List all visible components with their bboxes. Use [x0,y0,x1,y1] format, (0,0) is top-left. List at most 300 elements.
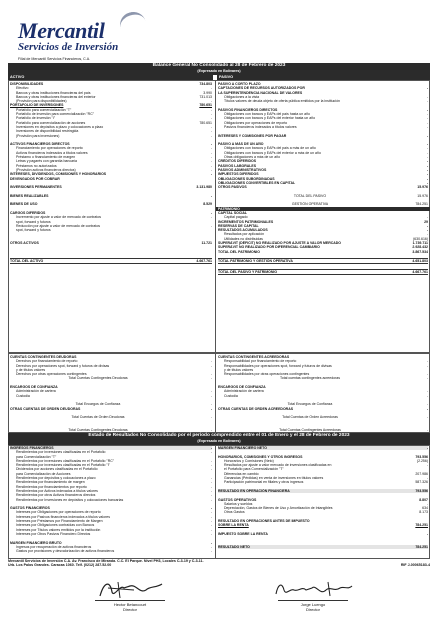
pasivo-row-value: - [426,133,428,138]
pasivo-row-value: - [426,146,428,151]
activo-row-label: DEVENGADOS POR COBRAR [10,176,60,181]
activo-row-label: (Provisión para inversiones) [16,133,60,138]
pasivo-row-label: RESULTADOS ACUMULADOS [218,228,268,233]
results-right-row-label: RESULTADO EN OPERACIÓN FINANCIERA [218,488,290,493]
orders-deudoras-row-label: Derechos por operaciones spot, forward y futuros de divisas [16,363,110,368]
results-right-row-value: 587.326 [415,480,428,485]
activo-row-value: - [210,155,212,160]
pasivo-row-label: Obligaciones por operaciones de reporto [224,120,288,125]
results-right-row-label: Diferencias en cambio [224,471,259,476]
orders-acreedoras-row-label: y de títulos valores [224,367,254,372]
results-left-row-value: - [210,527,212,532]
activo-row-value: 780.651 [199,120,212,125]
results-left-row [10,549,212,553]
activo-row-label: spot, forward y futuros [16,219,51,224]
results-right-row-label: SOBRE LA RENTA [218,523,249,528]
pasivo-row-label: PASIVOS FINANCIEROS DIRECTOS [218,107,278,112]
activo-row-value: - [210,193,212,198]
orders-deudoras-row-label: Total Cuentas de Orden Deudoras [71,415,125,420]
activo-row-value: - [210,159,212,164]
results-right-row [218,545,428,549]
orders-deudoras-row-value: - [210,393,212,398]
pasivo-row-label: CRÉDITOS DIFERIDOS [218,159,257,164]
activo-row-value: 11.721 [201,240,212,245]
results-right-row-label: MARGEN FINANCIERO NETO [218,446,267,450]
results-right-row-label: GASTOS OPERATIVOS [218,497,257,502]
results-right-row-value: (2.256) [416,458,428,463]
orders-deudoras-row-label: CUENTAS CONTINGENTES DEUDORAS [10,355,77,359]
results-left-row-label: para Comercialización "T" [16,454,57,459]
results-right-row-label: Ganancias (Pérdidas) en venta de inversiones en títulos valores [224,476,324,481]
results-left-row-label: Rendimientos por financiamiento de margen [16,480,85,485]
results-left-row-label: Rendimientos por Inversiones en depósitos y colocaciones bancarias [16,497,124,502]
activo-column [10,82,212,264]
pasivo-row-value: 4.651.803 [412,259,428,264]
activo-row-value: - [210,215,212,220]
orders-deudoras-row-value: - [210,389,212,394]
orders-acreedoras-row-label: Total Cuentas Contingentes Acreedoras [279,428,341,433]
results-left-row-label: Gastos por provisiones y desvalorización de activos financieros [16,549,115,554]
activo-row-label: Inversiones en depósitos a plazo y colocaciones a plazo [16,124,104,129]
results-left-row-label: Ingresos por recuperación de activos financieros [16,544,92,549]
activo-row-value: 8.529 [203,202,212,207]
brand-name: Mercantil [18,18,105,43]
pasivo-row-label: GESTIÓN OPERATIVA [291,202,329,207]
results-left-row-value: - [210,506,212,511]
orders-acreedoras-row-label: Administración de cartera [224,389,264,394]
activo-row-value: - [210,172,212,177]
activo-row-label: INTERESES, DIVIDENDOS, COMISIONES Y HONORARIOS [10,172,107,177]
results-left-row-label: Rendimientos por otros Activos financieros directos [16,493,96,498]
orders-acreedoras-row-label: Responsabilidades por otras operaciones contingentes [224,372,310,377]
pasivo-row-value: 15.976 [417,185,428,190]
activo-row-value: 734.803 [199,82,212,86]
orders-acreedoras-row-value: - [426,359,428,364]
pasivo-section-header: PATRIMONIO [216,207,430,211]
signature-block-1 [80,578,180,612]
results-right-row-label: RESULTADO NETO [218,544,250,549]
orders-deudoras-row-label: y de títulos valores [16,367,46,372]
results-left-row-label: para Comercialización de Acciones [16,471,71,476]
orders-deudoras-row-value: - [210,402,212,407]
pasivo-row-value: - [426,180,428,185]
results-left-row-value: - [210,531,212,536]
results-left-row-value: - [210,523,212,528]
activo-row-label: PORTAFOLIO DE INVERSIONES [10,103,64,108]
results-right-row-value: - [426,531,428,536]
activo-row-value: - [210,124,212,129]
results-right-row-label: RESULTADO EN OPERACIONES ANTES DE IMPUESTO [218,519,310,524]
orders-acreedoras-row-label: OTRAS CUENTAS DE ORDEN ACREEDORAS [218,406,294,411]
pasivo-row-label: TOTAL DEL PASIVO Y PATRIMONIO [218,269,278,274]
activo-row [10,258,212,264]
pasivo-row-value: (630.616) [413,236,428,241]
pasivo-row-value: - [426,215,428,220]
activo-row-value: - [210,133,212,138]
orders-acreedoras-row-label: Total Cuentas de Orden Acreedoras [282,415,338,420]
pasivo-row-label: RESERVAS DE CAPITAL [218,223,259,228]
balance-divider [215,80,216,353]
activo-row-label: INVERSIONES PERMANENTES [10,185,62,190]
orders-deudoras-row-label: Administración de cartera [16,389,56,394]
pasivo-row-label: Obligaciones con bancos y EAPs del exterior a más de un año [224,150,321,155]
signature-2-scribble [268,578,358,600]
pasivo-row-value [402,264,428,268]
balance-title: Balance General No Consolidado al 28 de Febrero de 2023 [152,63,286,68]
results-title-bar [8,433,430,445]
results-right-row-label: Salarios y sueldos [224,501,253,506]
results-left-row-label: Intereses por Títulos valores emitidos por la institución [16,527,101,532]
results-left-row-value: - [210,544,212,549]
orders-acreedoras-row-value: - [426,376,428,381]
footer-line-1: Mercantil Servicios de Inversión C.A. Av. Francisco de Miranda. C.C. El Parque. Nivel PH3, Locales C-3-19 y C-3-11. [8,559,204,563]
orders-deudoras-row-label: Custodia [16,393,30,398]
results-right-row-value: - [426,463,428,468]
activo-row-value: - [210,107,212,112]
results-left-row-value: - [210,493,212,498]
results-title: Estado de Resultados No Consolidado por el período comprendido entre el 01 de Enero y el 28 de Febrero de 2023 [88,433,350,438]
brand-subtitle: Servicios de Inversión [18,41,119,53]
activo-row-value [186,254,212,258]
activo-header: ACTIVO [8,75,213,80]
orders-deudoras-column [10,355,212,432]
pasivo-row-value: - [426,159,428,164]
filial-text: Filial de Mercantil Servicios Financieros, C.A. [18,57,91,61]
activo-row-label: BIENES DE USO [10,202,38,207]
results-right-row-label: Participación patrimonial en filiales y otros ingresos [224,480,304,485]
activo-row-value: - [210,223,212,228]
pasivo-row-label: Resultados por aplicación [224,232,265,237]
pasivo-row-value: - [426,155,428,160]
results-right-row-label: Depreciación, Gastos de Bienes de Uso y Amortización de Intangibles [224,506,333,511]
orders-acreedoras-row-value: - [426,402,428,407]
pasivo-row-label: CAPITAL SOCIAL [218,210,248,215]
results-left-row-value: - [210,446,212,450]
orders-deudoras-row-label: Total Cuentas Contingentes Deudoras [68,376,128,381]
orders-deudoras-row-value: - [210,406,212,411]
results-left-row-value: - [210,488,212,493]
results-right-row-value: 793.556 [415,454,428,459]
results-left-row-value: - [210,450,212,455]
results-left-row-label: INGRESOS FINANCIEROS [10,446,54,450]
pasivo-row-value: - [426,150,428,155]
orders-acreedoras-row-label: Total Encargos de Confianza [287,402,333,407]
pasivo-row-value: - [426,94,428,99]
results-right-row-label: el Portafolio para Comercialización "T" [224,467,284,472]
results-right-row-label: Otros Gastos [224,510,245,515]
activo-row-label: (Provisión activos financieros directos) [16,167,76,172]
orders-acreedoras-row-value: - [426,406,428,411]
results-left-row-value: - [210,458,212,463]
activo-row-value: - [210,86,212,91]
activo-row-value: 731.013 [199,94,212,99]
orders-acreedoras-row-label: Responsabilidades por operaciones spot, forward y futuros de divisas [224,363,332,368]
activo-row-label: Bancos y otras instituciones financieras del exterior [16,94,96,99]
results-left-row-label: Rendimientos por financiamientos por reporto [16,484,87,489]
orders-acreedoras-row-label: ENCARGOS DE CONFIANZA [218,385,266,390]
pasivo-row-value: - [426,228,428,233]
results-left-row-value: - [210,480,212,485]
activo-row-label: spot, forward y futuros [16,228,51,233]
results-left-row-value: - [210,463,212,468]
orders-acreedoras-column [218,355,428,432]
orders-deudoras-row-value: - [210,415,212,420]
pasivo-row-value [402,254,428,258]
activo-row-value: - [210,150,212,155]
pasivo-row-label: Obligaciones a la vista [224,94,260,99]
pasivo-row-label: Obligaciones con bancos y EAPs del exterior hasta un año [224,116,316,121]
results-left-row-value: - [210,549,212,554]
pasivo-row [218,264,428,268]
results-left-row-label: Intereses por Pasivos financieros indexados a títulos valores [16,514,110,519]
orders-acreedoras-row-value: - [426,393,428,398]
activo-row-value: - [210,129,212,134]
pasivo-row-label: INTERESES Y COMISIONES POR PAGAR [218,133,287,138]
pasivo-row-label: CAPTACIONES DE RECURSOS AUTORIZADOS POR [218,86,305,91]
pasivo-row-value: - [426,172,428,177]
orders-deudoras-row-label: Derechos por otras operaciones contingentes [16,372,87,377]
activo-row-value: - [210,167,212,172]
results-left-row-label: MARGEN FINANCIERO BRUTO [10,540,62,545]
company-logo [18,18,118,53]
pasivo-row-label: SUPERÁVIT (DÉFICIT) NO REALIZADO POR AJUSTE A VALOR MERCADO [218,240,342,245]
pasivo-row-value: 784.251 [415,202,428,207]
results-right-row-value: 793.556 [415,488,428,493]
orders-deudoras-row-label: Derechos por financiamiento de reporto [16,359,78,364]
pasivo-row-label: LA SUPERINTENDENCIA NACIONAL DE VALORES [218,90,303,95]
activo-row-value: - [210,210,212,215]
activo-row-value: - [210,116,212,121]
orders-deudoras-row-label: OTRAS CUENTAS DE ORDEN DEUDORAS [10,406,81,411]
pasivo-row-value: 29 [424,219,428,224]
activo-row-label: ACTIVOS FINANCIEROS DIRECTOS [10,142,70,147]
activo-row-value: - [210,142,212,147]
results-left-row-value: - [210,514,212,519]
orders-acreedoras-row-label: CUENTAS CONTINGENTES ACREEDORAS [218,355,290,359]
results-left-row-label: Intereses por Otros Pasivos Financiero Directos [16,531,91,536]
results-right-row-label: Resultados por ajuste a valor mercado de inversiones clasificadas en [224,463,332,468]
pasivo-row-label [218,264,402,268]
results-left-column [10,446,212,553]
activo-row-label: Activos financieros indexados a títulos valores [16,150,88,155]
balance-title-bar [8,63,430,75]
orders-deudoras-row-label: Total Encargos de Confianza [75,402,121,407]
results-left-row-value: - [210,497,212,502]
pasivo-row-label: PASIVO A MÁS DE UN AÑO [218,142,264,147]
results-left-row-value: - [210,510,212,515]
orders-deudoras-row-value: - [210,376,212,381]
activo-row-value: 780.651 [199,103,212,108]
results-right-row-value: 784.251 [415,544,428,549]
activo-row-label: TOTAL DEL ACTIVO [10,259,44,264]
orders-deudoras-row-value: - [210,428,212,433]
pasivo-row-value: - [426,163,428,168]
pasivo-row-value: 1.739.711 [412,240,428,245]
activo-row-label: Portafolio de inversión "I" [16,116,56,121]
activo-row-label: Efectivo [16,86,29,91]
pasivo-row-value: - [426,142,428,147]
pasivo-row-label: Títulos valores de deuda objeto de oferta pública emitidos por la institución [224,99,340,104]
activo-row-label [10,254,186,258]
rif-number: RIF J-00065183-4 [400,563,430,567]
orders-acreedoras-row-value: - [426,372,428,377]
results-right-row-value: 207.986 [415,471,428,476]
results-left-row-value: - [210,484,212,489]
pasivo-row-label: Utilidades no distribuidas [224,236,263,241]
results-left-row-value: - [210,519,212,524]
pasivo-row-label: OBLIGACIONES SUBORDINADAS [218,176,275,181]
results-left-row-label: Rendimientos por inversiones clasificadas en el Portafolio "RC" [16,458,115,463]
signature-block-2 [258,578,368,612]
results-right-row-value: 634 [422,506,428,511]
results-right-row-value: - [426,446,428,450]
results-left-row-value: - [210,467,212,472]
pasivo-row-label: TOTAL DEL PATRIMONIO [218,249,260,254]
orders-acreedoras-row [218,428,428,432]
results-left-row-value: - [210,540,212,545]
results-left-row-label: Intereses por Obligaciones contraídas con Bancos [16,523,95,528]
activo-row-value: - [210,99,212,104]
results-left-row-label: Intereses por Préstamos por Financiamiento de Margen [16,519,103,524]
orders-deudoras-row-value: - [210,363,212,368]
pasivo-row-value: - [426,120,428,125]
pasivo-row-label: Otras obligaciones a más de un año [224,155,281,160]
activo-row-label: Portafolio para comercialización "T" [16,107,72,112]
balance-subtitle: (Expresado en Bolívares) [197,68,241,73]
results-left-row-label: Rendimientos por inversiones clasificadas en el Portafolio "I" [16,463,110,468]
pasivo-row-label [218,254,402,258]
results-right-row-label: Honorarios y Comisiones (Neto) [224,458,274,463]
signature-1-name: Hector Betancourt [113,602,147,607]
orders-acreedoras-row-label: Responsabilidad por financiamiento de reporto [224,359,297,364]
orders-acreedoras-row-label: Total cuentas contingentes acreedoras [280,376,340,381]
activo-row-label: Bancos y otras instituciones financieras del país [16,90,91,95]
results-right-row-value: 8.807 [419,497,428,502]
pasivo-header: PASIVO [217,75,430,80]
pasivo-row [218,254,428,258]
results-left-row-label: Dividendos por acciones clasificadas en el Portafolio [16,467,98,472]
pasivo-row-label: PASIVO A CORTO PLAZO [218,82,261,86]
activo-row-value: 4.667.761 [196,259,212,264]
pasivo-row-value: - [426,86,428,91]
activo-row-label: Portafolio de inversión para comercialización "RC" [16,112,94,117]
pasivo-column [218,82,428,275]
activo-row-label: Préstamos no autorizados [16,163,57,168]
pasivo-row-label: Pasivos financieros indexados a títulos valores [224,124,297,129]
activo-row-label: Portafolio para comercialización de acciones [16,120,86,125]
orders-deudoras-row-value: - [210,359,212,364]
orders-acreedoras-row-value: - [426,389,428,394]
pasivo-row-value: - [426,232,428,237]
activo-row-label: Letras y pagarés con garantía bancaria [16,159,77,164]
results-right-row-value: 784.251 [415,523,428,528]
activo-row-label: OTROS ACTIVOS [10,240,39,245]
pasivo-row-value: - [426,176,428,181]
pasivo-row-label: PASIVOS ADMINISTRATIVOS [218,167,267,172]
activo-row-value: - [210,163,212,168]
pasivo-row-label: TOTAL PATRIMONIO Y GESTIÓN OPERATIVA [218,259,293,264]
signature-2-name: Jorge Luengo [300,602,326,607]
pasivo-row-value: - [426,116,428,121]
pasivo-row-value: 2.928.432 [412,245,428,250]
pasivo-row-value: 3.867.534 [412,249,428,254]
pasivo-row-label: Obligaciones con bancos y EAPs del país hasta un año [224,112,310,117]
results-right-row-value: 8.173 [419,510,428,515]
pasivo-row-label: OTROS PASIVOS [218,185,247,190]
pasivo-row-label: PASIVOS LABORALES [218,163,257,168]
results-left-row-label: Intereses por Obligaciones por operaciones de reporto [16,510,101,515]
activo-row-value: 3.990 [203,90,212,95]
signature-1-role: Director [122,607,137,612]
orders-acreedoras-row-value: - [426,428,428,433]
pasivo-row-value: 15.976 [417,193,428,198]
results-left-row-label: GASTOS FINANCIEROS [10,506,50,511]
footer-line-2: Urb. Los Palos Grandes. Caracas 1060. Telf. (0212) 287.52.00 [8,563,112,568]
activo-row-value: - [210,146,212,151]
activo-row-value: 3.131.980 [196,185,212,190]
orders-acreedoras-row-value: - [426,415,428,420]
pasivo-row-label: SUPERÁVIT NO REALIZADO POR DIFERENCIAL CAMBIARIO [218,245,320,250]
pasivo-row-value: - [426,99,428,104]
results-left-row-label: Rendimientos por Activos indexados a títulos valores [16,488,98,493]
activo-row-label: CARGOS DIFERIDOS [10,210,46,215]
results-left-row-label: Rendimientos por inversiones clasificadas en el Portafolio [16,450,106,455]
orders-deudoras-row-label: Total Cuentas Contingentes Deudoras [68,428,128,433]
activo-row-label: (Provisión para disponibilidades) [16,99,67,104]
activo-row-label: Reducción por ajuste a valor de mercado de contratos [16,223,101,228]
pasivo-row [218,202,428,206]
results-left-row-label: Rendimientos por depósitos y colocaciones a plazo [16,476,96,481]
pasivo-row-value: - [426,223,428,228]
results-right-row-value: - [426,501,428,506]
orders-acreedoras-row-value: - [426,363,428,368]
logo-swoosh-icon [117,9,149,41]
results-right-row-label: IMPUESTO SOBRE LA RENTA [218,531,268,536]
activo-row-value: - [210,112,212,117]
results-left-row-value: - [210,476,212,481]
results-subtitle: (Expresado en Bolívares) [197,438,241,443]
pasivo-row-label: Capital pagado [224,215,248,220]
results-right-column [218,446,428,549]
signature-2-role: Director [305,607,320,612]
pasivo-row-value: - [426,107,428,112]
orders-deudoras-row-label: ENCARGOS DE CONFIANZA [10,385,58,390]
pasivo-row-label: TOTAL DEL PASIVO [293,193,327,198]
orders-acreedoras-row-label: Custodia [224,393,238,398]
results-right-row-label: HONORARIOS, COMISIONES Y OTROS INGRESOS [218,454,303,459]
pasivo-row-value: 4.667.761 [412,269,428,274]
results-right-row-value: - [426,476,428,481]
activo-row-label: BIENES REALIZABLES [10,193,49,198]
results-divider [215,445,216,559]
activo-row-label: Financiamiento por operaciones de reporto [16,146,83,151]
activo-row-label: Inversiones de disponibilidad restringida [16,129,79,134]
activo-row-label: Préstamo o financiamiento de margen [16,155,76,160]
activo-row-label: DISPONIBILIDADES [10,82,44,86]
pasivo-row-value: - [426,167,428,172]
orders-deudoras-row [10,428,212,432]
pasivo-row-value: - [426,112,428,117]
pasivo-row-label: Obligaciones con bancos y EAPs del país a más de un año [224,146,316,151]
activo-row [10,254,212,258]
pasivo-row-value: - [426,124,428,129]
footer-address [8,559,430,567]
activo-row-label: Incremento por ajuste a valor de mercado de contratos [16,215,102,220]
orders-deudoras-row-value: - [210,372,212,377]
pasivo-row-label: INCREMENTOS PATRIMONIALES [218,219,274,224]
signature-1-scribble [90,578,170,600]
orders-divider [215,353,216,433]
